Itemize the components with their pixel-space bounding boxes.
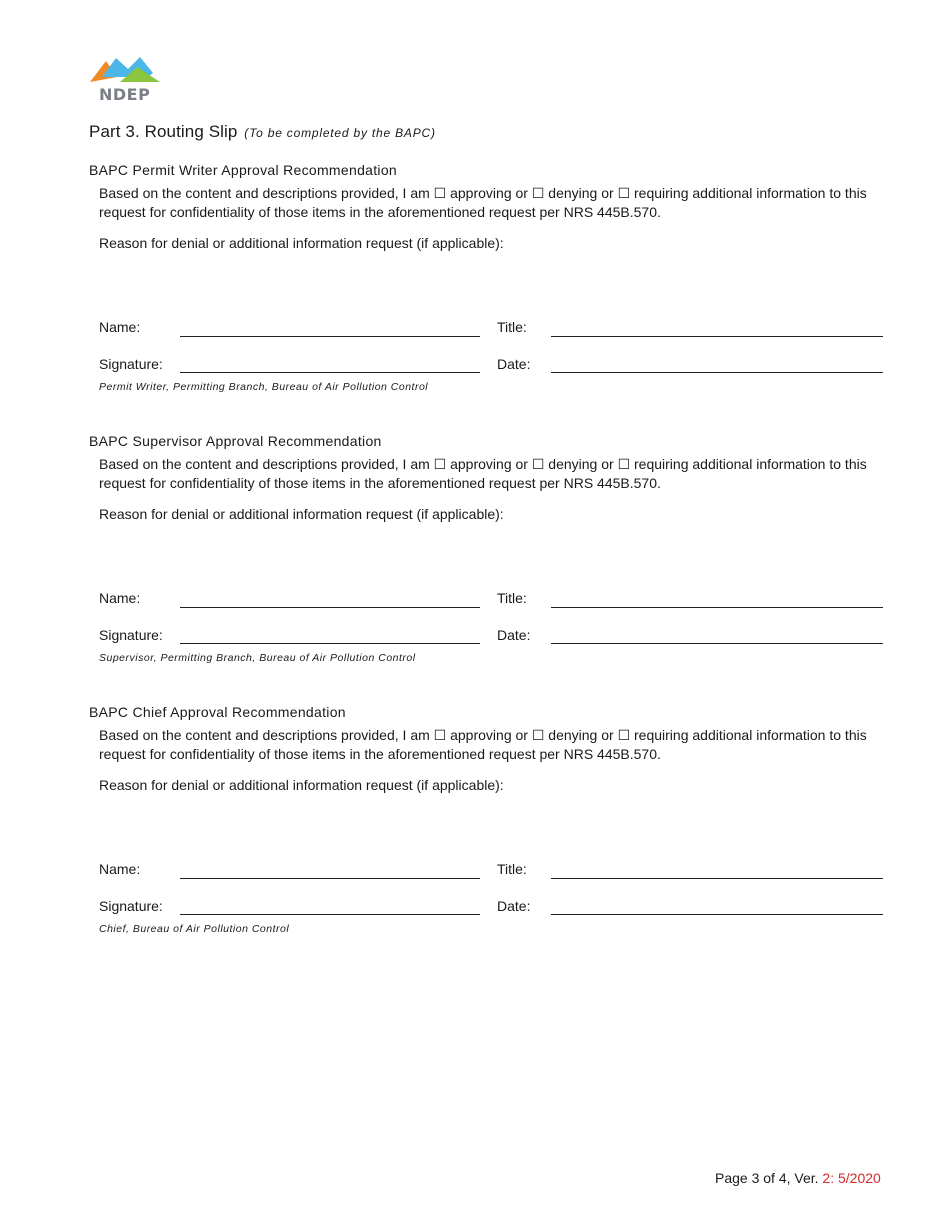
name-field[interactable] (180, 607, 480, 608)
part-title-text: Part 3. Routing Slip (89, 122, 238, 141)
approving-checkbox[interactable]: ☐ (433, 727, 447, 743)
date-field[interactable] (551, 914, 883, 915)
section-permit-writer (0, 162, 950, 402)
date-field[interactable] (551, 372, 883, 373)
denying-checkbox[interactable]: ☐ (531, 185, 545, 201)
section-title: BAPC Supervisor Approval Recommendation (89, 433, 382, 449)
denying-label: denying or (548, 727, 614, 743)
signer-caption: Supervisor, Permitting Branch, Bureau of Air Pollution Control (99, 652, 416, 664)
title-label: Title: (497, 861, 527, 877)
section-title: BAPC Permit Writer Approval Recommendation (89, 162, 398, 178)
denying-label: denying or (548, 456, 614, 472)
part-title-note: (To be completed by the BAPC) (244, 126, 436, 140)
approval-statement (99, 726, 889, 764)
date-label: Date: (497, 356, 531, 372)
title-label: Title: (497, 319, 527, 335)
page-number: Page 3 of 4, Ver. (715, 1170, 823, 1186)
date-field[interactable] (551, 643, 883, 644)
section-supervisor (0, 433, 950, 673)
name-label: Name: (99, 590, 141, 606)
date-label: Date: (497, 898, 531, 914)
logo-text: NDEP (99, 85, 151, 104)
title-label: Title: (497, 590, 527, 606)
date-label: Date: (497, 627, 531, 643)
approving-checkbox[interactable]: ☐ (433, 185, 447, 201)
denying-checkbox[interactable]: ☐ (531, 456, 545, 472)
reason-label: Reason for denial or additional information request (if applicable): (99, 777, 504, 793)
version-number: 2: 5/2020 (822, 1170, 881, 1186)
additional-info-label: requiring additional information (634, 727, 826, 743)
signature-label: Signature: (99, 627, 163, 643)
title-field[interactable] (551, 607, 883, 608)
reason-label: Reason for denial or additional information request (if applicable): (99, 235, 504, 251)
name-field[interactable] (180, 336, 480, 337)
denying-checkbox[interactable]: ☐ (531, 727, 545, 743)
part-title (89, 122, 436, 142)
section-title: BAPC Chief Approval Recommendation (89, 704, 346, 720)
signature-field[interactable] (180, 372, 480, 373)
name-label: Name: (99, 319, 141, 335)
title-field[interactable] (551, 878, 883, 879)
additional-info-label: requiring additional information (634, 456, 826, 472)
name-field[interactable] (180, 878, 480, 879)
approving-checkbox[interactable]: ☐ (433, 456, 447, 472)
signature-label: Signature: (99, 356, 163, 372)
additional-info-checkbox[interactable]: ☐ (617, 456, 631, 472)
additional-info-checkbox[interactable]: ☐ (617, 727, 631, 743)
additional-info-checkbox[interactable]: ☐ (617, 185, 631, 201)
statement-prefix: Based on the content and descriptions provided, I am (99, 456, 430, 472)
signature-label: Signature: (99, 898, 163, 914)
mountain-logo-icon (90, 55, 162, 87)
denying-label: denying or (548, 185, 614, 201)
approving-label: approving or (450, 456, 528, 472)
ndep-logo (90, 55, 162, 103)
name-label: Name: (99, 861, 141, 877)
title-field[interactable] (551, 336, 883, 337)
section-chief (0, 704, 950, 944)
approving-label: approving or (450, 727, 528, 743)
signer-caption: Permit Writer, Permitting Branch, Bureau of Air Pollution Control (99, 381, 429, 393)
approving-label: approving or (450, 185, 528, 201)
signer-caption: Chief, Bureau of Air Pollution Control (99, 923, 290, 935)
statement-suffix: to this request for confidentiality of those items in the aforementioned request per NRS 445B.570. (99, 727, 867, 762)
signature-field[interactable] (180, 643, 480, 644)
approval-statement (99, 184, 889, 222)
approval-statement (99, 455, 889, 493)
reason-label: Reason for denial or additional information request (if applicable): (99, 506, 504, 522)
statement-suffix: to this request for confidentiality of those items in the aforementioned request per NRS 445B.570. (99, 456, 867, 491)
statement-prefix: Based on the content and descriptions provided, I am (99, 727, 430, 743)
page-footer (715, 1170, 881, 1186)
statement-prefix: Based on the content and descriptions provided, I am (99, 185, 430, 201)
additional-info-label: requiring additional information (634, 185, 826, 201)
statement-suffix: to this request for confidentiality of those items in the aforementioned request per NRS 445B.570. (99, 185, 867, 220)
signature-field[interactable] (180, 914, 480, 915)
